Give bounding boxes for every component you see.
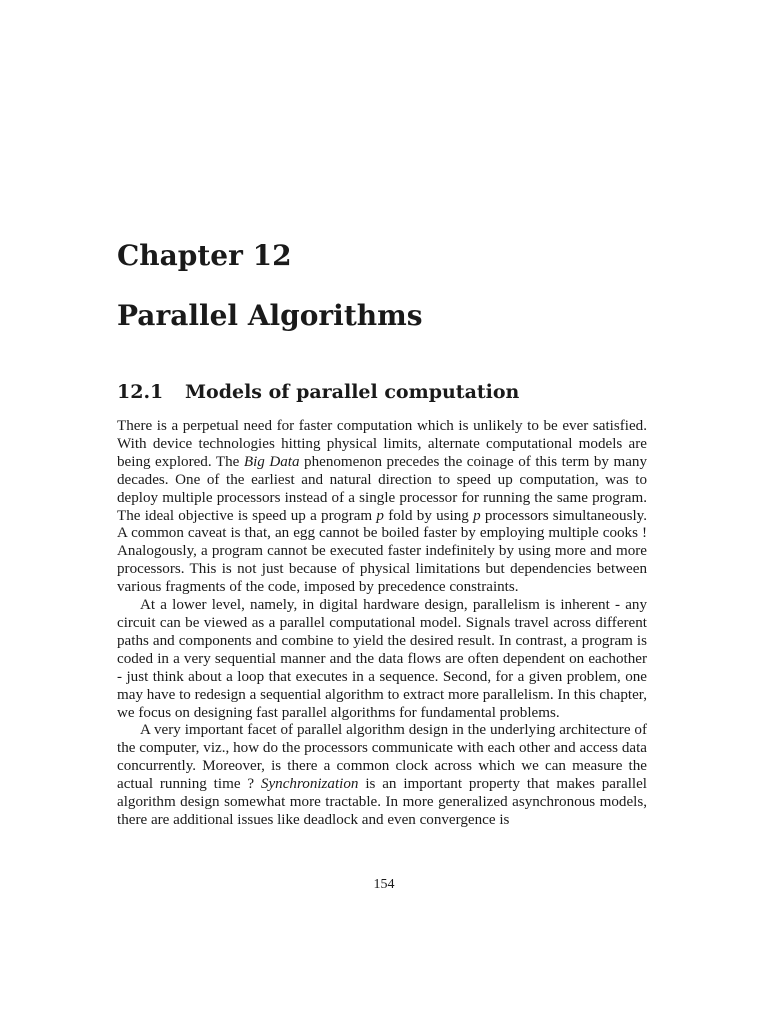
body-text — [117, 418, 647, 830]
chapter-title: Parallel Algorithms — [117, 299, 423, 332]
text-run: At a lower level, namely, in digital hardware design, parallelism is inherent - any circuit can be viewed as a parallel computational model. Signals travel across different paths and components and combine to yield the desired result. In contrast, a program is coded in a very sequential manner and the data flows are often dependent on eachother - just think about a loop that executes in a sequence. Second, for a given problem, one may have to redesign a sequential algorithm to extract more parallelism. In this chapter, we focus on designing fast parallel algorithms for fundamental problems. — [117, 597, 647, 721]
section-title: Models of parallel computation — [185, 381, 520, 403]
paragraph — [117, 418, 647, 597]
emphasis-text: p — [473, 507, 481, 524]
text-run: There is a perpetual need for faster computation which is unlikely to be ever satisfied. With device technologies hitting physical limits, alternate computational models are being explored. The — [117, 418, 647, 470]
chapter-label: Chapter 12 — [117, 239, 292, 272]
emphasis-text: p — [376, 507, 384, 524]
text-run: is an important property that makes parallel algorithm design somewhat more tractable. In more generalized asynchronous models, there are additional issues like deadlock and even convergence is — [117, 776, 647, 828]
emphasis-text: Big Data — [243, 453, 300, 470]
text-run: A very important facet of parallel algorithm design in the underlying architecture of the computer, viz., how do the processors communicate with each other and access data concurrently. Moreover, is there a common clock across which we can measure the actual running time ? — [117, 722, 647, 793]
text-run: fold by using — [383, 507, 474, 524]
text-run: processors simultaneously. A common caveat is that, an egg cannot be boiled faster by employing multiple cooks ! Analogously, a program cannot be executed faster indefinitely by using more and more processors. This is not just because of physical limitations but dependencies between various fragments of the code, imposed by precedence constraints. — [117, 507, 647, 596]
paragraph — [117, 597, 647, 722]
text-run: phenomenon precedes the coinage of this term by many decades. One of the earliest and natural direction to speed up computation, was to deploy multiple processors instead of a single processor for running the same program. The ideal objective is speed up a program — [117, 453, 647, 524]
section-heading — [117, 378, 519, 406]
emphasis-text: Synchronization — [260, 776, 359, 793]
paragraph — [117, 722, 647, 829]
page-number: 154 — [373, 877, 395, 892]
section-number: 12.1 — [117, 381, 164, 403]
